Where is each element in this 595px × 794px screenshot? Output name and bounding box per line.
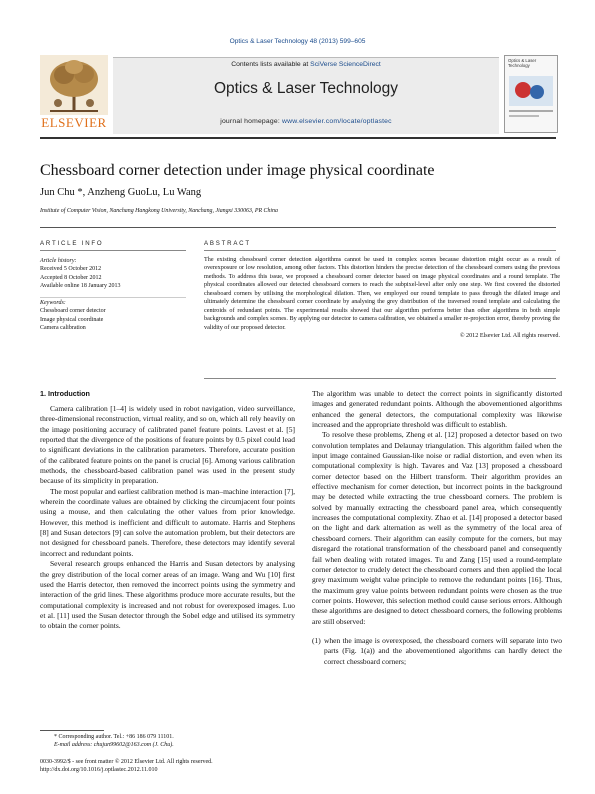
- article-info-rule: [40, 250, 186, 251]
- accepted-date: Accepted 8 October 2012: [40, 274, 102, 281]
- doi-link[interactable]: http://dx.doi.org/10.1016/j.optlastec.2012.11.010: [40, 767, 158, 773]
- elsevier-logo: [40, 55, 108, 131]
- homepage-line: [113, 118, 499, 125]
- list-text: when the image is overexposed, the chessboard corners will separate into two parts (Fig. 1(a)) and the abovementioned algorithms can hardly detect the correct chessboard corners;: [324, 635, 562, 666]
- publisher-name: ELSEVIER: [41, 115, 107, 130]
- paragraph: Camera calibration [1–4] is widely used in robot navigation, video surveillance, three-dimensional reconstruction, virtual reality, and so on, which all rely heavily on the image positioning accuracy of calibrated panel feature points. Lavest et al. [5] reported that the divergence of the positions of feature points by 0.5 pixel could lead to significant deviations in the calibration parameters. Therefore, accurate position of the calibrated feature points on the panel is crucial [6]. Among various calibration methods, the chessboard-based calibration panel was used in the present study because of its simplicity in preparation.: [40, 404, 295, 486]
- journal-reference[interactable]: Optics & Laser Technology 48 (2013) 599–605: [229, 38, 366, 45]
- homepage-link[interactable]: www.elsevier.com/locate/optlastec: [282, 118, 392, 125]
- keyword: Chessboard corner detector: [40, 308, 106, 315]
- list-number: (1): [312, 635, 321, 645]
- issn-line: 0030-3992/$ - see front matter © 2012 Elsevier Ltd. All rights reserved.: [40, 759, 213, 765]
- article-info-heading: ARTICLE INFO: [40, 240, 104, 247]
- keyword: Camera calibration: [40, 325, 86, 332]
- affiliation: Institute of Computer Vision, Nanchang Hangkong University, Nanchang, Jiangxi 330063, PR China: [40, 208, 278, 214]
- left-column: [40, 404, 295, 632]
- cover-title: Optics & Laser Technology: [508, 58, 537, 68]
- abstract-body: [204, 256, 560, 341]
- footer-info: [40, 758, 340, 774]
- footnote: [40, 733, 295, 749]
- abstract-bottom-rule: [204, 378, 556, 379]
- history-label: Article history:: [40, 258, 77, 264]
- list-item: [312, 636, 562, 667]
- sciencedirect-link[interactable]: SciVerse ScienceDirect: [310, 61, 381, 68]
- paragraph: Several research groups enhanced the Harris and Susan detectors by analysing the grey distribution of the local corner areas of an image. Wang and Wu [10] first used the Harris detector, then removed the incorrect points using the symmetry and interaction of the grid lines. These algorithms produce more accurate results, but the computational complexity is increased and not robust for overexposed images. Luo et al. [11] used the Susan detector through the Sobel edge and utilised its symmetry to obtain the corner points.: [40, 559, 295, 631]
- header-rule: [40, 137, 556, 139]
- right-column: [312, 389, 562, 667]
- abstract-rule: [204, 250, 556, 251]
- received-date: Received 5 October 2012: [40, 266, 102, 273]
- journal-cover-thumbnail: [504, 55, 558, 133]
- journal-title: Optics & Laser Technology: [213, 80, 399, 97]
- corresponding-author-note: * Corresponding author. Tel.: +86 186 079 11101.: [54, 734, 174, 740]
- section-divider: [40, 227, 556, 228]
- abstract-text: The existing chessboard corner detection algorithms cannot be used in complex scenes because distortion might occur as a result of overexposure or low resolution, among other factors. This distortion hinders the precise detection of the chessboard corners using the previous methods. To address this issue, we proposed a chessboard corner detector based on image physical coordinates and a round template. The physical coordinates allowed our detected chessboard corners to reach the subpixel-level after only one step. We first covered the distorted chessboard corners by utilising the morphological dilation. Then, we employed our round template to pass through the dilated image and ultimately determine the chessboard corner coordinate by analysing the grey distribution of the traversed round template and calculating the centroids of redundant points. The experimental results showed that our algorithm performs better than other algorithms in both simple backgrounds and complex scenes. By applying our detector to camera calibration, we obtained a smaller re-projection error, thereby proving the validity of our proposed detector.: [204, 257, 560, 331]
- contents-prefix: Contents lists available at: [231, 61, 311, 68]
- paragraph: The most popular and earliest calibration method is man–machine interaction [7], wherein the coordinate values are obtained by clicking the circumjacent four points using a mouse, and then calculating the other values from prior knowledge. However, this method is inefficient and difficult to automate. Harris and Stephens [8] and Susan detectors [9] can solve the automation problem, but their detectors are not designed for chessboard panels. Therefore, these detectors may identify several incorrect and redundant points.: [40, 486, 295, 558]
- abstract-copyright: © 2012 Elsevier Ltd. All rights reserved.: [459, 333, 560, 340]
- paragraph: To resolve these problems, Zheng et al. [12] proposed a detector based on two convolution templates and Delaunay triangulation. This algorithm failed when the input image contained Gaussian-like noise or radial distortion, and even when its computational complexity is high. Tavares and Vaz [13] proposed a chessboard corner detector based on the Hilbert transform. Their algorithm provides an effective mechanism for corner detection, but incorrect points in the background may be detected while extracting the true chessboard corners. The problem is solved by manually extracting the chessboard panel area, which consequently increases the computational complexity. Zhao et al. [14] proposed a detector based on the light and dark alternation as well as the symmetry of the local area of chessboard corners. Their algorithm can easily compute for the corners, but may disregard the rotational transformation of the chessboard panel and consequently fail when dealing with rotated images. Tu and Zang [15] used a round-template corner detector to crudely detect the chessboard corners and then applied the local grey maximum weight value principle to remove the redundant points [16]. Thus, the maximum grey value points between redundant points were chosen as the true corner points. However, this selection method could cause serious errors. Although these algorithms are designed to detect chessboard corners, the following problems are still observed:: [312, 430, 562, 626]
- abstract-heading: ABSTRACT: [204, 240, 251, 247]
- online-date: Available online 18 January 2013: [40, 283, 121, 290]
- contents-line: [113, 61, 499, 68]
- paragraph: The algorithm was unable to detect the correct points in significantly distorted images and generated redundant points. Although the abovementioned algorithms enhanced the general detectors, the computational complexity was likewise increased and the appropriate threshold was difficult to establish.: [312, 389, 562, 430]
- introduction-heading: 1. Introduction: [40, 389, 90, 398]
- keywords-block: [40, 299, 190, 333]
- keyword: Image physical coordinate: [40, 316, 104, 323]
- homepage-prefix: journal homepage:: [220, 118, 283, 125]
- cover-image-icon: [505, 70, 557, 125]
- keywords-label: Keywords:: [40, 300, 66, 306]
- author-list: Jun Chu *, Anzheng GuoLu, Lu Wang: [40, 187, 202, 198]
- email-note[interactable]: E-mail address: chujun99602@163.com (J. Chu).: [54, 742, 174, 748]
- paper-title: Chessboard corner detection under image physical coordinate: [40, 162, 435, 179]
- elsevier-tree-icon: [40, 55, 108, 115]
- keywords-rule: [40, 297, 186, 298]
- footnote-rule: [40, 730, 104, 731]
- article-history: [40, 257, 190, 291]
